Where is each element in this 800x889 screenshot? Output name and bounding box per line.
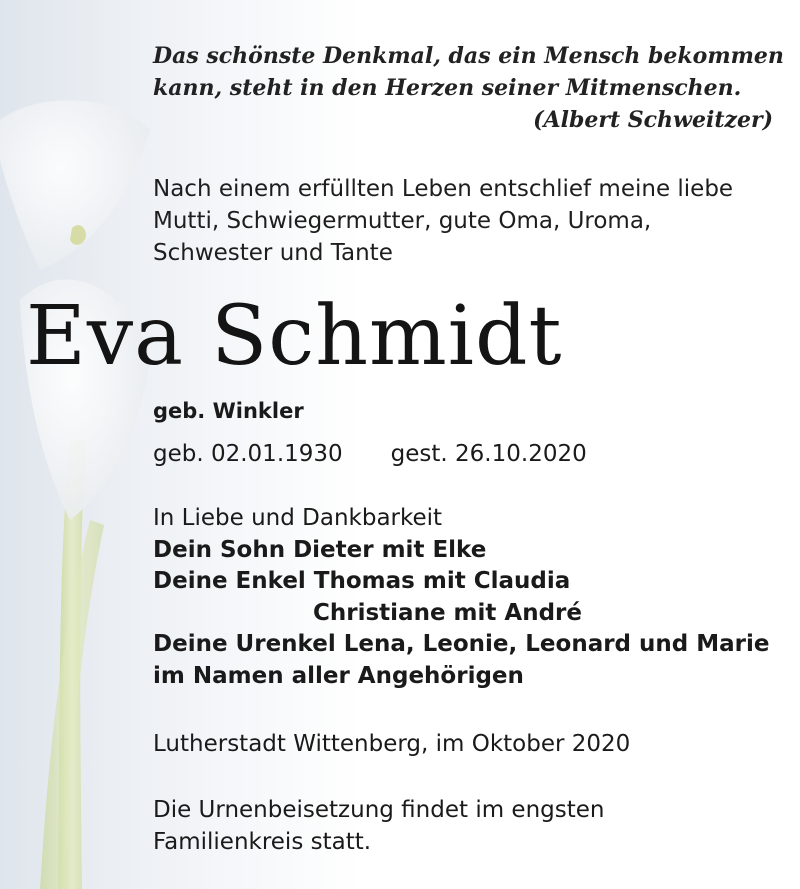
funeral-line-1: Die Urnenbeisetzung findet im engsten: [153, 797, 605, 823]
intro-line-1: Nach einem erfüllten Leben entschlief meine liebe: [153, 176, 734, 202]
mourner-grandchildren-1: Deine Enkel Thomas mit Claudia: [153, 568, 571, 594]
intro-text: [153, 173, 733, 269]
mourners-intro: In Liebe und Dankbarkeit: [153, 505, 443, 531]
quote-author: (Albert Schweitzer): [533, 107, 773, 133]
maiden-name: geb. Winkler: [153, 399, 304, 423]
place-date: Lutherstadt Wittenberg, im Oktober 2020: [153, 731, 631, 757]
intro-line-2: Mutti, Schwiegermutter, gute Oma, Uroma,: [153, 208, 652, 234]
quote-line-2: kann, steht in den Herzen seiner Mitmenschen.: [153, 75, 742, 101]
birth-date: geb. 02.01.1930: [153, 441, 343, 467]
memorial-quote: [153, 40, 784, 136]
mourner-great-grandchildren: Deine Urenkel Lena, Leonie, Leonard und Marie: [153, 631, 770, 657]
death-date: gest. 26.10.2020: [390, 441, 587, 467]
funeral-info: [153, 794, 605, 858]
mourners-list: [153, 503, 770, 692]
deceased-name: Eva Schmidt: [26, 289, 563, 384]
life-dates: [153, 438, 587, 470]
mourner-son: Dein Sohn Dieter mit Elke: [153, 536, 487, 563]
mourner-grandchildren-2: Christiane mit André: [313, 599, 582, 626]
intro-line-3: Schwester und Tante: [153, 240, 393, 266]
quote-line-1: Das schönste Denkmal, das ein Mensch bekommen: [153, 43, 784, 69]
funeral-line-2: Familienkreis statt.: [153, 829, 372, 855]
mourner-relatives: im Namen aller Angehörigen: [153, 662, 524, 689]
